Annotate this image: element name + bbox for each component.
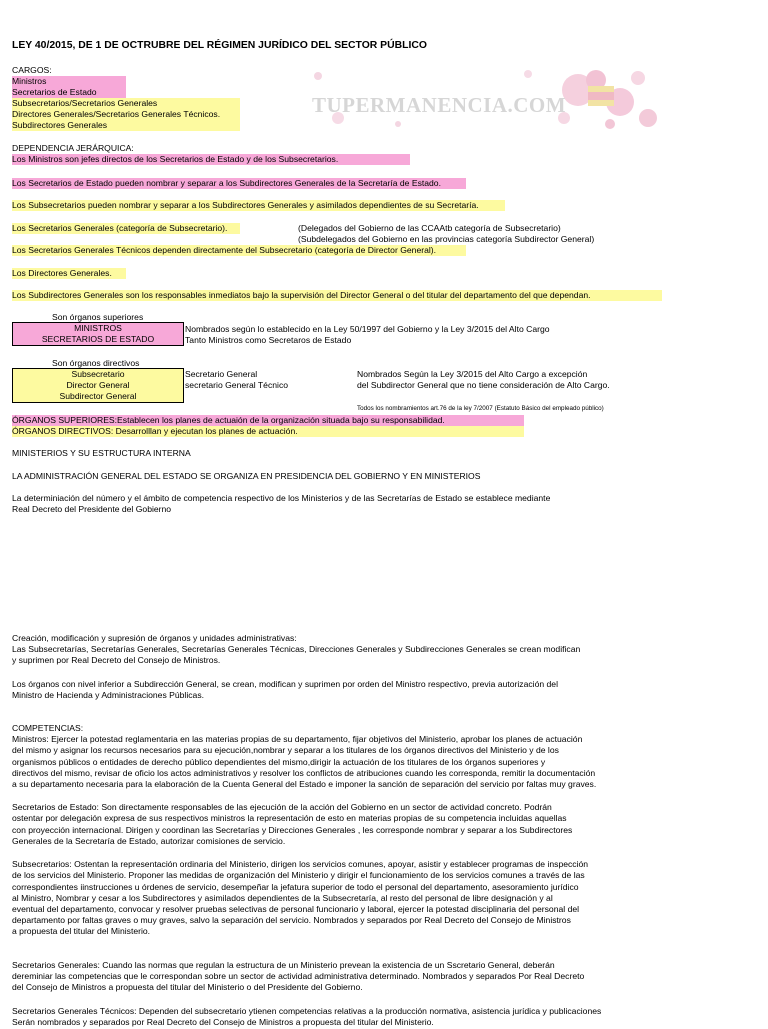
secretarios-estado-line-2: ostentar por delegación expresa de sus respectivos ministros la representación de esto en materias propias de su competencia incluidas aquellas <box>12 813 567 823</box>
directivos-box-subsecretario: Subsecretario <box>71 369 125 379</box>
watermark-text: TUPERMANENCIA.COM <box>312 93 567 117</box>
determinacion-line-2: Real Decreto del Presidente del Gobierno <box>12 504 172 514</box>
competencias-line-2: del mismo y asignar los recursos necesarios para su ejecución,nombrar y separar a los titulares de los órganos directivos del Ministerio y de los <box>12 745 559 755</box>
competencias-line-4: directivos del mismo, revisar de oficio los actos administrativos y resolver los conflictos de atribuciones cuando les corresponda, remitir la documentación <box>12 768 596 778</box>
directivos-col1-line1: Secretario General <box>185 369 258 379</box>
creacion-line-2: Las Subsecretarías, Secretarías Generales, Secretarías Generales Técnicas, Direcciones Generales y Subdirecciones Generales se crean modifican <box>12 644 581 654</box>
superiores-box-secretarios: SECRETARIOS DE ESTADO <box>41 334 155 344</box>
secretarios-tecnicos-line-2: Serán nombrados y separados por Real Decreto del Consejo de Ministros a propuesta del titular del Ministerio. <box>12 1017 434 1027</box>
dependencia-line-4b: (Subdelegados del Gobierno en las provincias categoría Subdirector General) <box>298 234 595 244</box>
cargo-subsecretarios: Subsecretarios/Secretarios Generales <box>12 98 240 109</box>
organos-inferior-line-2: Ministro de Hacienda y Administraciones Públicas. <box>12 690 205 700</box>
secretarios-estado-line-3: con proyección internacional. Dirigen y coordinan las Secretarías y Direcciones Generales , les corresponde nombrar y separar a los Subdirectores <box>12 825 573 835</box>
superiores-desc-2: Tanto Ministros como Secretaros de Estado <box>185 335 352 345</box>
cargos-heading: CARGOS: <box>12 65 52 75</box>
directivos-col2-line1: Nombrados Según la Ley 3/2015 del Alto Cargo a excepción <box>357 369 588 379</box>
cargo-subdirectores: Subdirectores Generales <box>12 120 240 131</box>
dependencia-line-7: Los Subdirectores Generales son los responsables inmediatos bajo la supervisión del Director General o del titular del departamento del que dependan. <box>12 290 662 301</box>
competencias-line-5: a su departamento necesaria para la elaboración de la Cuenta General del Estado e imponer la sanción de separación del servicio por faltas muy graves. <box>12 779 597 789</box>
organos-directivos-def: ÓRGANOS DIRECTIVOS: Desarrolllan y ejecutan los planes de actuación. <box>12 426 524 437</box>
dependencia-line-4: Los Secretarios Generales (categoría de Subsecretario). <box>12 223 240 234</box>
directivos-footnote: Todos los nombramientos art.76 de la ley 7/2007 (Estatuto Básico del empleado público) <box>357 405 604 412</box>
creacion-line-3: y suprimen por Real Decreto del Consejo de Ministros. <box>12 655 221 665</box>
cargo-ministros: Ministros <box>12 76 126 87</box>
dependencia-line-2: Los Secretarios de Estado pueden nombrar y separar a los Subdirectores Generales de la Secretaría de Estado. <box>12 178 466 189</box>
superiores-caption: Son órganos superiores <box>52 312 144 322</box>
watermark-logo <box>278 66 662 132</box>
dependencia-line-5: Los Secretarios Generales Técnicos dependen directamente del Subsecretario (categoría de Director General). <box>12 245 466 256</box>
secretarios-estado-line-1: Secretarios de Estado: Son directamente responsables de las ejecución de la acción del Gobierno en un sector de actividad concreto. Podrán <box>12 802 552 812</box>
determinacion-line-1: La determiniación del número y el ámbito de competencia respectivo de los Ministerios y de las Secretarías de Estado se establece mediante <box>12 493 551 503</box>
cargo-directores-generales: Directores Generales/Secretarios Generales Técnicos. <box>12 109 240 120</box>
competencias-line-3: organismos públicos o entidades de derecho público dependientes del mismo,dirigir la actuación de los titulares de los órganos superiores y <box>12 757 546 767</box>
subsecretarios-line-4: al Ministro, Nombrar y cesar a los Subdirectores y asimilados dependientes de la Subsecretaría, al resto del personal de libre designación y al <box>12 893 553 903</box>
superiores-box-ministros: MINISTROS <box>74 323 122 333</box>
ministerios-heading: MINISTERIOS Y SU ESTRUCTURA INTERNA <box>12 448 191 458</box>
creacion-line-1: Creación, modificación y supresión de órganos y unidades administrativas: <box>12 633 297 643</box>
competencias-heading: COMPETENCIAS: <box>12 723 84 733</box>
superiores-desc-1: Nombrados según lo establecido en la Ley 50/1997 del Gobierno y la Ley 3/2015 del Alto Cargo <box>185 324 550 334</box>
subsecretarios-line-2: de los servicios del Ministerio. Proponer las medidas de organización del Ministerio y dirigir el funcionamiento de los servicios comunes a través de las <box>12 870 585 880</box>
subsecretarios-line-7: a propuesta del titular del Ministerio. <box>12 926 151 936</box>
secretarios-generales-line-2: dereminiar las competencias que le correspondan sobre un sector de actividad administrativa determinado. Nombrados y separados Por Real Decreto <box>12 971 585 981</box>
directivos-col1-line2: secretario General Técnico <box>185 380 289 390</box>
subsecretarios-line-1: Subsecretarios: Ostentan la representación ordinaria del Ministerio, dirigen los servicios comunes, apoyar, asistir y establecer programas de inspección <box>12 859 589 869</box>
organos-inferior-line-1: Los órganos con nivel inferior a Subdirección General, se crean, modifican y suprimen por orden del Ministro respectivo, previa autorización del <box>12 679 558 689</box>
subsecretarios-line-6: departamento por faltas graves o muy graves, salvo la separación del servicio. Nombrados y separados por Real Decreto del Consejo de Ministros <box>12 915 571 925</box>
competencias-line-1: Ministros: Ejercer la potestad reglamentaria en las materias propias de su departamento, fijar objetivos del Ministerio, aprobar los planes de actuación <box>12 734 583 744</box>
superiores-box <box>12 322 184 346</box>
directivos-col2-line2: del Subdirector General que no tiene consideración de Alto Cargo. <box>357 380 610 390</box>
organos-superiores-def: ÓRGANOS SUPERIORES:Establecen los planes de actuaión de la organización situada bajo su responsabilidad. <box>12 415 524 426</box>
secretarios-estado-line-4: Generales de la Secretaría de Estado, autorizar comisiones de servicio. <box>12 836 286 846</box>
page-title: LEY 40/2015, DE 1 DE OCTRUBRE DEL RÉGIMEN JURÍDICO DEL SECTOR PÚBLICO <box>12 40 427 51</box>
directivos-caption: Son órganos directivos <box>52 358 140 368</box>
subsecretarios-line-3: correspondientes iinstrucciones u órdenes de servicio, desempeñar la jefatura superior de todo el personal del departamento, asesoramiento jurídico <box>12 882 579 892</box>
dependencia-line-6: Los Directores Generales. <box>12 268 126 279</box>
secretarios-generales-line-1: Secretarios Generales: Cuando las normas que regulan la estructura de un Ministerio prevean la existencia de un Sscretario General, deberán <box>12 960 555 970</box>
secretarios-tecnicos-line-1: Secretarios Generales Técnicos: Dependen del subsecretario ytienen competencias relativas a la producción normativa, asistencia jurídica y publicaciones <box>12 1006 602 1016</box>
dependencia-line-4a: (Delegados del Gobierno de las CCAAtb categoría de Subsecretario) <box>298 223 561 233</box>
directivos-box <box>12 368 184 403</box>
dependencia-line-3: Los Subsecretarios pueden nombrar y separar a los Subdirectores Generales y asimilados dependientes de su Secretaría. <box>12 200 505 211</box>
subsecretarios-line-5: eventual del departamento, convocar y resolver pruebas selectivas de personal funcionario y laboral, ejercer la potestad disciplinaria del personal del <box>12 904 580 914</box>
dependencia-heading: DEPENDENCIA JERÁRQUICA: <box>12 143 134 153</box>
secretarios-generales-line-3: del Consejo de Ministros a propuesta del titular del Ministerio o del Presidente del Gobierno. <box>12 982 363 992</box>
cargo-secretarios-estado: Secretarios de Estado <box>12 87 126 98</box>
age-heading: LA ADMINISTRACIÓN GENERAL DEL ESTADO SE ORGANIZA EN PRESIDENCIA DEL GOBIERNO Y EN MINISTERIOS <box>12 471 481 481</box>
dependencia-line-1: Los Ministros son jefes directos de los Secretarios de Estado y de los Subsecretarios. <box>12 154 410 165</box>
directivos-box-subdirector: Subdirector General <box>59 391 137 401</box>
directivos-box-director: Director General <box>66 380 130 390</box>
